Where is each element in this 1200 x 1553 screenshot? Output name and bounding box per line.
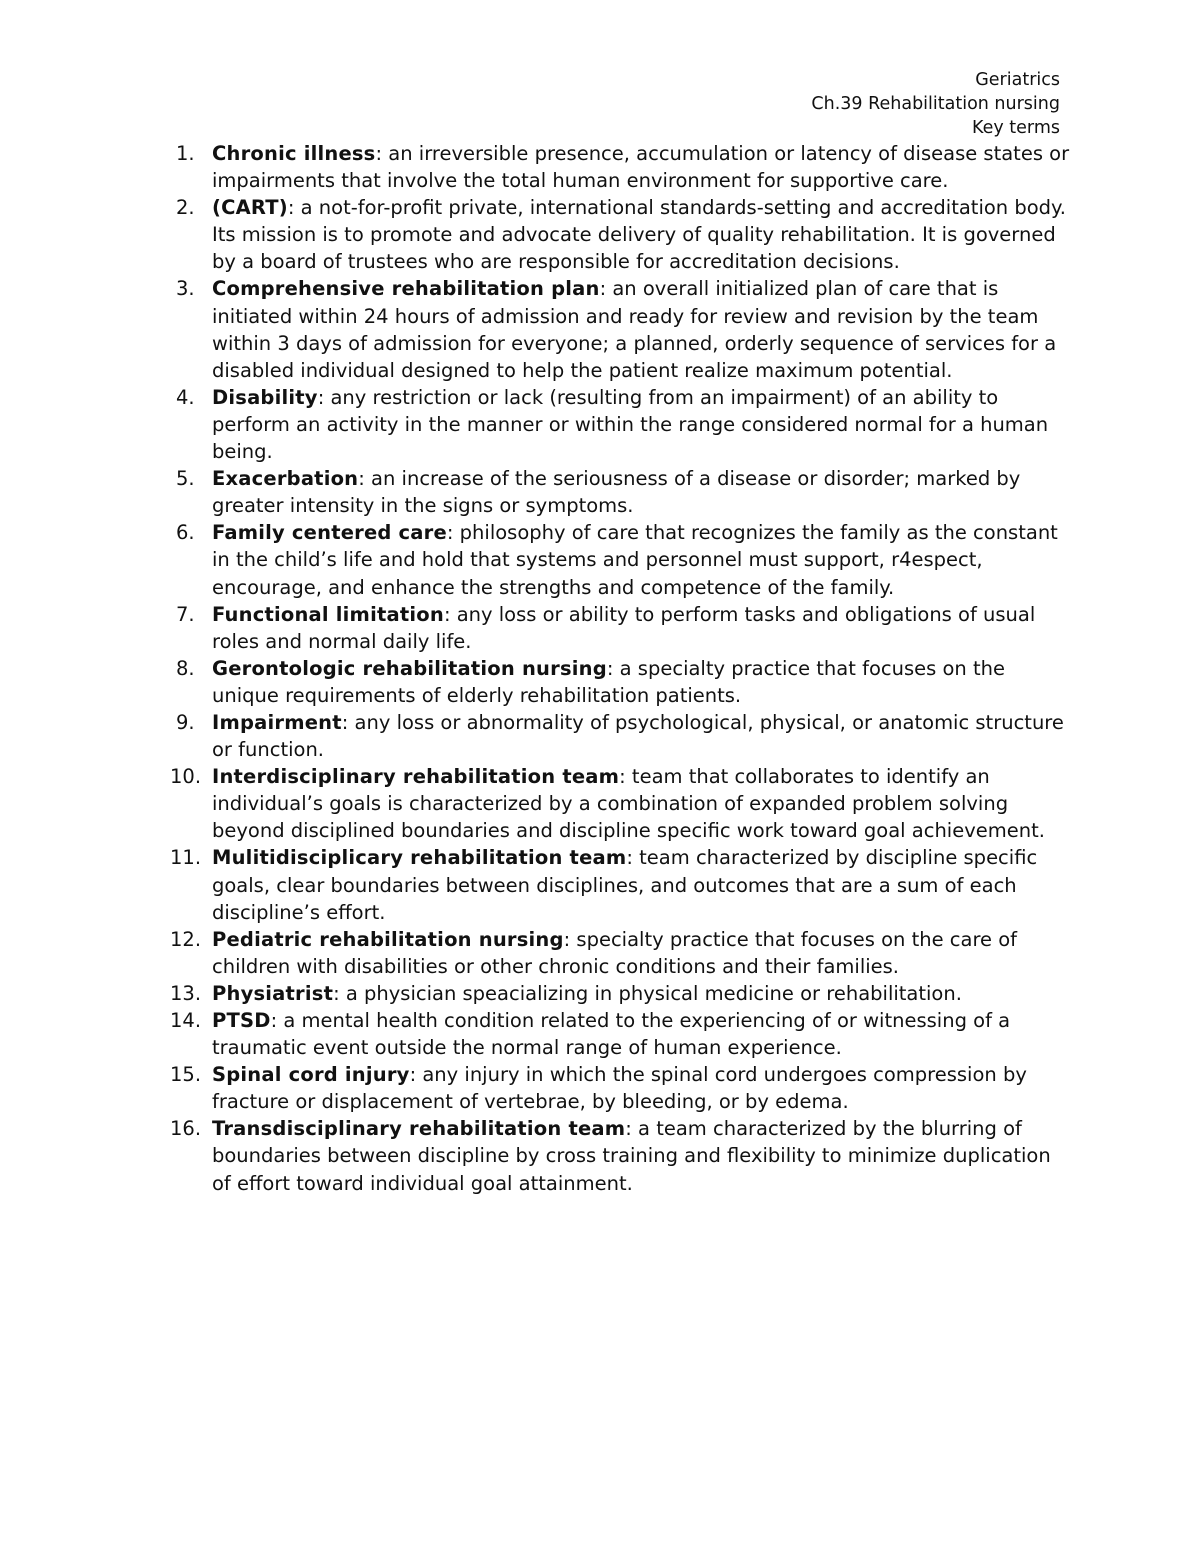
term-item	[170, 194, 1070, 275]
term-item	[170, 1061, 1070, 1115]
term-name: (CART)	[212, 196, 288, 220]
term-name: Physiatrist	[212, 981, 334, 1005]
term-definition: : a physician speacializing in physical medicine or rehabilitation.	[333, 981, 962, 1005]
term-definition: : philosophy of care that recognizes the family as the constant in the child’s life and hold that systems and personnel must support, r4espect, encourage, and enhance the strengths and competence of the family.	[212, 521, 1058, 599]
term-item	[170, 1115, 1070, 1196]
term-number: 12.	[170, 927, 202, 951]
term-item	[170, 465, 1070, 519]
term-definition: : any restriction or lack (resulting from an impairment) of an ability to perform an activity in the manner or within the range considered normal for a human being.	[212, 385, 1049, 464]
term-number: 8.	[176, 656, 195, 680]
term-number: 11.	[170, 846, 202, 870]
document-header	[811, 68, 1060, 140]
term-name: Family centered care	[212, 521, 447, 545]
term-number: 9.	[176, 710, 195, 734]
term-item	[170, 1007, 1070, 1061]
term-number: 10.	[170, 765, 202, 789]
term-item	[170, 384, 1070, 465]
term-name: Gerontologic rehabilitation nursing	[212, 656, 607, 680]
term-definition: : team characterized by discipline specific goals, clear boundaries between disciplines, and outcomes that are a sum of each discipline’s effort.	[212, 846, 1038, 924]
term-number: 1.	[176, 142, 195, 165]
term-name: Disability	[212, 385, 318, 409]
term-name: Transdisciplinary rehabilitation team	[212, 1117, 626, 1141]
term-name: Interdisciplinary rehabilitation team	[212, 765, 620, 789]
term-number: 16.	[170, 1117, 202, 1141]
term-name: Impairment	[212, 710, 342, 734]
term-definition: : a team characterized by the blurring of boundaries between discipline by cross training and flexibility to minimize duplication of effort toward individual goal attainment.	[212, 1117, 1051, 1195]
term-name: Chronic illness	[212, 142, 376, 165]
term-item	[170, 140, 1070, 194]
term-name: Comprehensive rehabilitation plan	[212, 277, 600, 301]
term-name: Functional limitation	[212, 602, 444, 626]
term-number: 6.	[176, 521, 195, 545]
term-number: 3.	[176, 277, 195, 301]
term-definition: : an irreversible presence, accumulation or latency of disease states or impairments that involve the total human environment for supportive care.	[212, 142, 1070, 193]
term-name: Exacerbation	[212, 467, 359, 491]
term-number: 14.	[170, 1009, 202, 1032]
term-item	[170, 655, 1070, 709]
term-number: 2.	[176, 196, 195, 220]
term-number: 13.	[170, 981, 202, 1005]
chapter-title: Ch.39 Rehabilitation nursing	[811, 94, 1060, 114]
term-name: PTSD	[212, 1009, 271, 1032]
term-definition: : any injury in which the spinal cord undergoes compression by fracture or displacement of vertebrae, by bleeding, or by edema.	[212, 1063, 1027, 1114]
term-definition: : a specialty practice that focuses on the unique requirements of elderly rehabilitation patients.	[212, 656, 1005, 707]
term-number: 4.	[176, 385, 195, 409]
term-number: 15.	[170, 1063, 202, 1087]
term-definition: : a mental health condition related to the experiencing of or witnessing of a traumatic event outside the normal range of human experience.	[212, 1009, 1011, 1060]
term-name: Mulitidisciplicary rehabilitation team	[212, 846, 627, 870]
term-item	[170, 519, 1070, 600]
term-definition: : any loss or ability to perform tasks and obligations of usual roles and normal daily life.	[212, 602, 1036, 653]
term-item	[170, 709, 1070, 763]
term-definition: : any loss or abnormality of psychological, physical, or anatomic structure or function.	[212, 710, 1064, 762]
term-name: Spinal cord injury	[212, 1063, 410, 1087]
term-item	[170, 275, 1070, 383]
term-number: 7.	[176, 602, 195, 626]
course-title: Geriatrics	[975, 70, 1060, 90]
term-name: Pediatric rehabilitation nursing	[212, 927, 564, 951]
term-item	[170, 926, 1070, 980]
key-terms-list	[170, 140, 1070, 1197]
term-definition: : an increase of the seriousness of a disease or disorder; marked by greater intensity in the signs or symptoms.	[212, 467, 1021, 518]
term-definition: : specialty practice that focuses on the care of children with disabilities or other chronic conditions and their families.	[212, 927, 1018, 978]
term-item	[170, 763, 1070, 844]
term-number: 5.	[176, 467, 195, 491]
term-item	[170, 980, 1070, 1007]
term-definition: : team that collaborates to identify an individual’s goals is characterized by a combination of expanded problem solving beyond disciplined boundaries and discipline specific work toward goal achievement.	[212, 765, 1045, 843]
term-definition: : an overall initialized plan of care that is initiated within 24 hours of admission and ready for review and revision by the team within 3 days of admission for everyone; a planned, orderly sequence of services for a disabled individual designed to help the patient realize maximum potential.	[212, 277, 1057, 382]
term-definition: : a not-for-profit private, international standards-setting and accreditation body. Its mission is to promote and advocate delivery of quality rehabilitation. It is governed by a board of trustees who are responsible for accreditation decisions.	[212, 196, 1066, 274]
term-item	[170, 601, 1070, 655]
section-title: Key terms	[972, 118, 1060, 138]
term-item	[170, 844, 1070, 925]
